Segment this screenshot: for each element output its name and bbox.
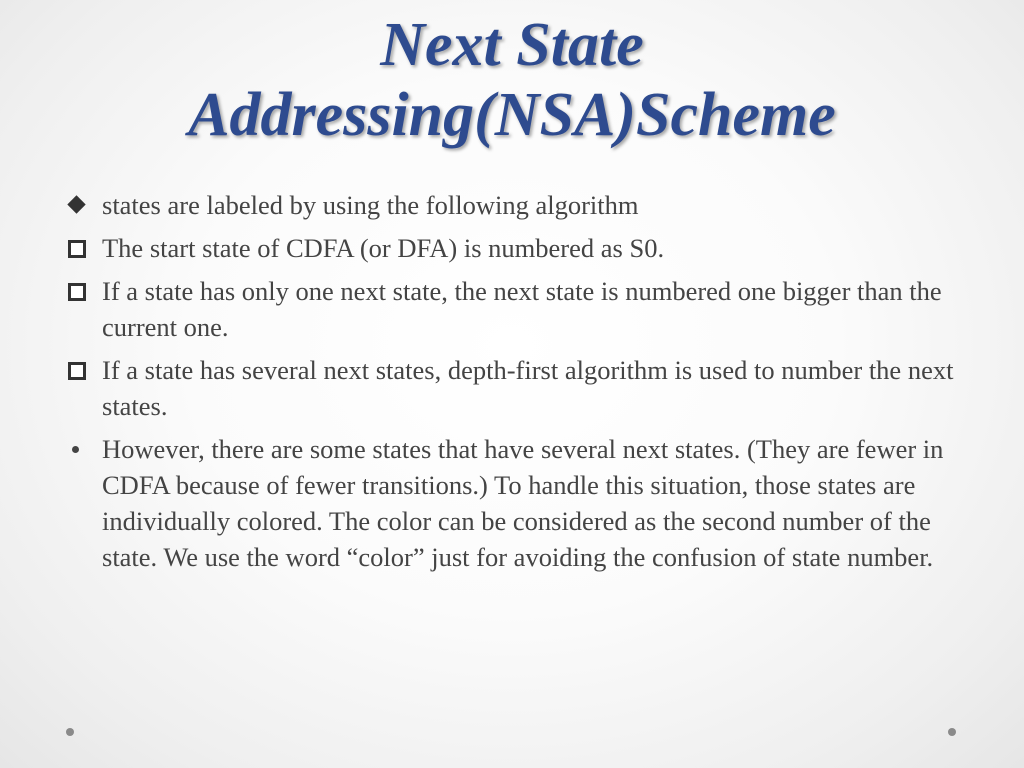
square-bullet-icon (62, 230, 102, 266)
left-corner-dot-icon (66, 728, 74, 736)
bullet-text: states are labeled by using the following algorithm (102, 190, 639, 220)
bullet-item (62, 230, 962, 266)
bullet-text: The start state of CDFA (or DFA) is numbered as S0. (102, 233, 665, 263)
slide-title (0, 10, 1024, 150)
square-bullet-icon (62, 273, 102, 309)
bullet-text: If a state has only one next state, the next state is numbered one bigger than the current one. (102, 276, 942, 342)
title-line-2: Addressing(NSA)Scheme (188, 81, 836, 149)
bullet-item (62, 431, 962, 575)
bullet-item (62, 352, 962, 424)
bullet-list (62, 187, 962, 582)
bullet-item (62, 273, 962, 345)
square-bullet-icon (62, 352, 102, 388)
right-corner-dot-icon (948, 728, 956, 736)
title-line-1: Next State (380, 11, 644, 79)
bullet-text: However, there are some states that have several next states. (They are fewer in CDFA because of fewer transitions.) To handle this situation, those states are individually colored. The color can be considered as the second number of the state. We use the word “color” just for avoiding the confusion of state number. (102, 434, 944, 572)
bullet-text: If a state has several next states, depth-first algorithm is used to number the next states. (102, 355, 954, 421)
bullet-item (62, 187, 962, 223)
dot-bullet-icon (62, 431, 102, 467)
diamond-bullet-icon (62, 187, 102, 223)
